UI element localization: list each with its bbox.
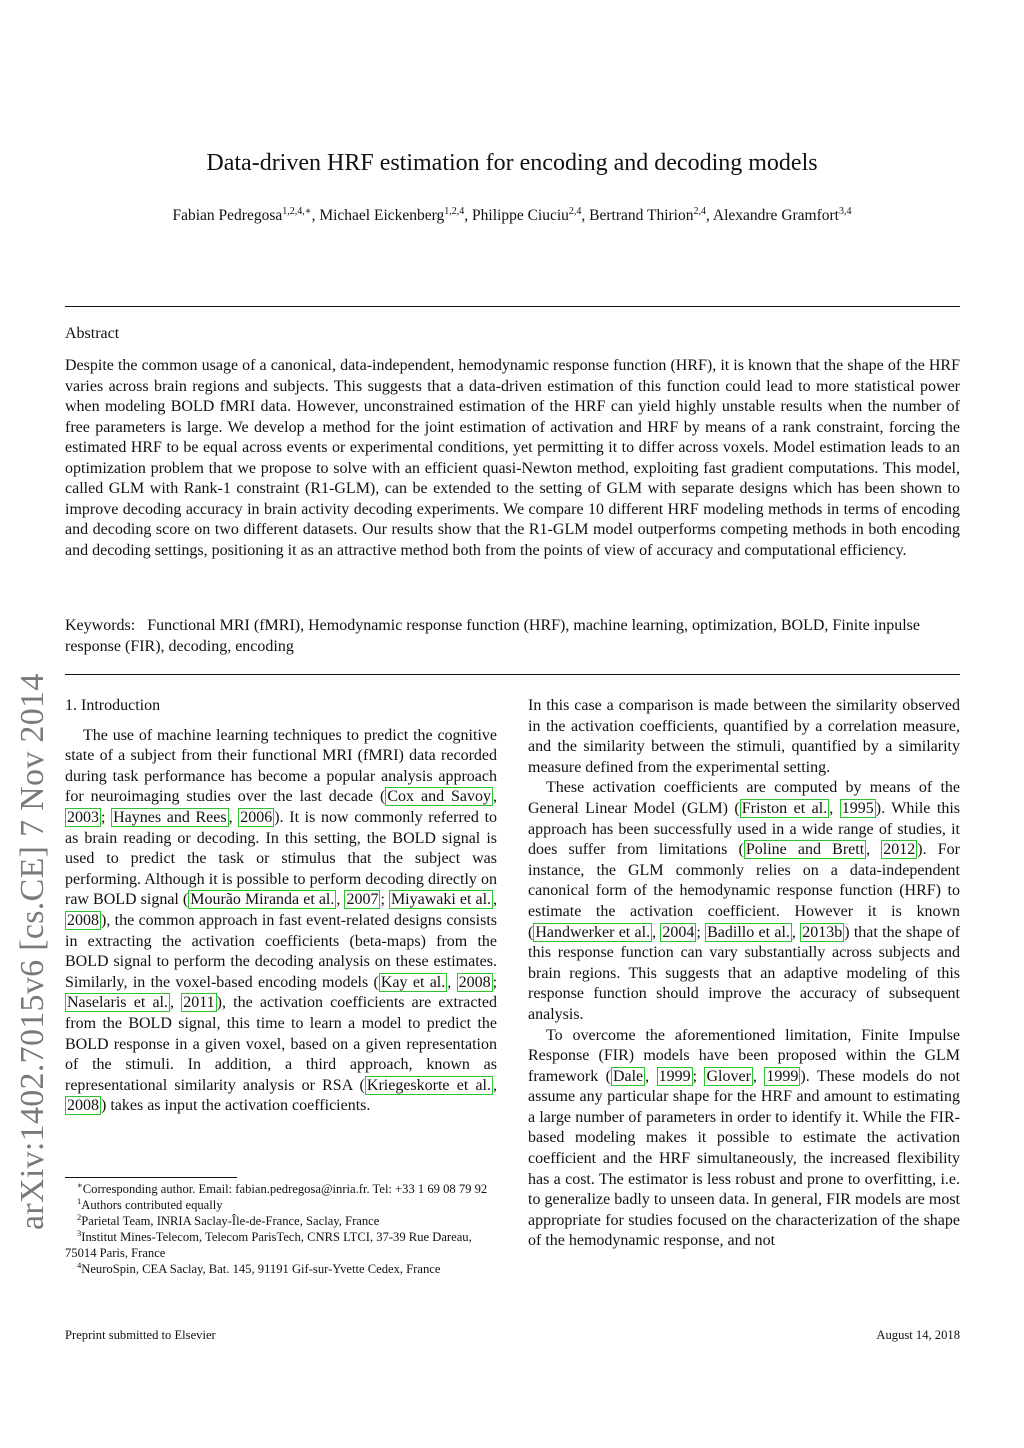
author-affiliation: 1,2,4	[444, 205, 465, 217]
author: Philippe Ciuciu$^{2,4}$	[472, 205, 582, 224]
section-heading-introduction: 1. Introduction	[65, 697, 161, 714]
author: Bertrand Thirion$^{2,4}$	[589, 205, 706, 224]
footnote	[65, 1181, 497, 1197]
footnote-mark: 1	[77, 1195, 82, 1206]
citation-link[interactable]: Badillo et al.	[707, 923, 790, 941]
citation-link[interactable]: 2006	[240, 808, 273, 826]
author-affiliation: 2,4	[693, 205, 706, 217]
footnote-text: Corresponding author. Email: fabian.pedregosa@inria.fr. Tel: +33 1 69 08 79 92	[82, 1182, 488, 1196]
author-affiliation: 1,2,4,∗	[282, 205, 312, 217]
paper-title: Data-driven HRF estimation for encoding and decoding models	[206, 150, 818, 176]
author: Michael Eickenberg$^{1,2,4}$	[319, 205, 465, 224]
citation-link[interactable]: Miyawaki et al.	[390, 891, 492, 909]
footnote	[65, 1213, 497, 1229]
footnote	[65, 1197, 497, 1213]
citation-link[interactable]: Dale	[612, 1067, 644, 1085]
citation-link[interactable]: 1995	[841, 799, 874, 817]
citation-link[interactable]: 1999	[766, 1067, 799, 1085]
citation-link[interactable]: 1999	[658, 1067, 691, 1085]
citation-link[interactable]: Glover	[706, 1067, 751, 1085]
footnote	[65, 1229, 497, 1261]
footnote-mark: ∗	[77, 1179, 83, 1190]
author-affiliation: 2,4	[568, 205, 582, 217]
right-column	[528, 696, 960, 1252]
footnote-text: Institut Mines-Telecom, Telecom ParisTech, CNRS LTCI, 37-39 Rue Dareau, 75014 Paris, France	[65, 1230, 472, 1260]
citation-link[interactable]: Kriegeskorte et al.	[366, 1076, 491, 1094]
left-column	[65, 696, 497, 1117]
citation-link[interactable]: 2008	[67, 1097, 99, 1115]
body-paragraph: In this case a comparison is made between the similarity observed in the activation coefficients, quantified by a correlation measure, and the similarity between the stimuli, quantified by a similarity measure defined from the experimental setting.	[528, 697, 960, 776]
citation-link[interactable]: 2011	[183, 994, 215, 1012]
footnote-mark: 3	[77, 1227, 82, 1238]
footnote-mark: 4	[77, 1259, 82, 1270]
author: Fabian Pedregosa$^{1,2,4,∗}$	[172, 205, 312, 224]
footer-date: August 14, 2018	[876, 1328, 960, 1342]
citation-link[interactable]: 2007	[346, 891, 379, 909]
author: Alexandre Gramfort$^{3,4}$	[712, 205, 852, 224]
footnote-mark: 2	[77, 1211, 82, 1222]
footnotes	[65, 1181, 497, 1277]
keywords-list: Functional MRI (fMRI), Hemodynamic response function (HRF), machine learning, optimization, BOLD, Finite inpulse response (FIR), decoding, encoding	[65, 617, 920, 655]
abstract-bottom-rule	[65, 674, 960, 675]
footnote	[65, 1261, 497, 1277]
abstract-top-rule	[65, 306, 960, 307]
author-list: Fabian Pedregosa$^{1,2,4,∗}$, Michael Eickenberg$^{1,2,4}$, Philippe Ciuciu$^{2,4}$, Bertrand Thirion$^{2,4}$, Alexandre Gramfort$^{3,4}$	[172, 205, 852, 224]
body-paragraph: These activation coefficients are computed by means of the General Linear Model (GLM) ( Friston et al. , 1995 ). While this approach has been successfully used in a wide range of studies, it does suffer from limitations ( Poline and Brett , 2012 ). For instance, the GLM commonly relies on a data-independent canonical form of the hemodynamic response function (HRF) to estimate the activation coefficient. However it is known ( Handwerker et al. , 2004 ; Badillo et al. , 2013b ) that the shape of this response function can vary substantially across subjects and brain regions. This suggests that an adaptive modeling of this response function should improve the accuracy of subsequent analysis.	[528, 779, 961, 1023]
footer-preprint-note: Preprint submitted to Elsevier	[65, 1328, 216, 1342]
abstract-heading: Abstract	[65, 325, 120, 342]
footnote-text: Parietal Team, INRIA Saclay-Île-de-France, Saclay, France	[81, 1214, 380, 1228]
citation-link[interactable]: Mourão Miranda et al.	[190, 891, 335, 909]
citation-link[interactable]: Naselaris et al.	[67, 994, 169, 1012]
body-paragraph: The use of machine learning techniques to predict the cognitive state of a subject from their functional MRI (fMRI) data recorded during task performance has become a popular analysis approach for neuroimaging studies over the last decade ( Cox and Savoy , 2003 ; Haynes and Rees , 2006 ). It is now commonly referred to as brain reading or decoding. In this setting, the BOLD signal is used to predict the task or stimulus that the subject was performing. Although it is possible to perform decoding directly on raw BOLD signal ( Mourão Miranda et al. , 2007 ; Miyawaki et al. , 2008 ), the common approach in fast event-related designs consists in extracting the activation coefficients (beta-maps) from the BOLD signal to perform the decoding analysis on these estimates. Similarly, in the voxel-based encoding models ( Kay et al. , 2008 ; Naselaris et al. , 2011 ), the activation coefficients are extracted from the BOLD signal, this time to learn a model to predict the BOLD response in a given voxel, based on a given representation of the stimuli. In addition, a third approach, known as representational similarity analysis or RSA ( Kriegeskorte et al. , 2008 ) takes as input the activation coefficients.	[65, 726, 498, 1115]
citation-link[interactable]: Haynes and Rees	[113, 808, 227, 826]
footnote-rule	[65, 1177, 237, 1178]
author-affiliation: 3,4	[839, 205, 852, 217]
citation-link[interactable]: Kay et al.	[380, 973, 446, 991]
citation-link[interactable]: 2008	[67, 911, 99, 929]
keywords	[65, 616, 960, 657]
citation-link[interactable]: 2008	[458, 973, 491, 991]
footnote-text: Authors contributed equally	[81, 1198, 223, 1212]
citation-link[interactable]: Friston et al.	[741, 799, 828, 817]
arxiv-stamp: arXiv:1402.7015v6 [cs.CE] 7 Nov 2014	[14, 673, 51, 1230]
citation-link[interactable]: Handwerker et al.	[535, 923, 651, 941]
footnote-text: NeuroSpin, CEA Saclay, Bat. 145, 91191 Gif-sur-Yvette Cedex, France	[81, 1262, 441, 1276]
citation-link[interactable]: Cox and Savoy	[387, 788, 491, 806]
keywords-label: Keywords:	[65, 617, 136, 634]
citation-link[interactable]: 2003	[67, 808, 99, 826]
body-paragraph: To overcome the aforementioned limitation, Finite Impulse Response (FIR) models have been proposed within the GLM framework ( Dale , 1999 ; Glover , 1999 ). These models do not assume any particular shape for the HRF and amount to estimating a large number of parameters in order to identify it. While the FIR-based modeling makes it possible to estimate the activation coefficient and the HRF simultaneously, the increased flexibility has a cost. The estimator is less robust and prone to overfitting, i.e. to generalize badly to unseen data. In general, FIR models are most appropriate for studies focused on the characterization of the shape of the hemodynamic response, and not	[528, 1026, 961, 1250]
citation-link[interactable]: 2013b	[802, 923, 843, 941]
citation-link[interactable]: Poline and Brett	[745, 841, 865, 859]
citation-link[interactable]: 2004	[662, 923, 695, 941]
citation-link[interactable]: 2012	[883, 841, 916, 859]
abstract-text: Despite the common usage of a canonical, data-independent, hemodynamic response function (HRF), it is known that the shape of the HRF varies across brain regions and subjects. This suggests that a data-driven estimation of this function could lead to more statistical power when modeling BOLD fMRI data. However, unconstrained estimation of the HRF can yield highly unstable results when the number of free parameters is large. We develop a method for the joint estimation of activation and HRF by means of a rank constraint, forcing the estimated HRF to be equal across events or experimental conditions, yet permitting it to differ across voxels. Model estimation leads to an optimization problem that we propose to solve with an efficient quasi-Newton method, exploiting fast gradient computations. This model, called GLM with Rank-1 constraint (R1-GLM), can be extended to the setting of GLM with separate designs which has been shown to improve decoding accuracy in brain activity decoding experiments. We compare 10 different HRF modeling methods in terms of encoding and decoding score on two different datasets. Our results show that the R1-GLM model outperforms competing methods in both encoding and decoding settings, positioning it as an attractive method both from the points of view of accuracy and computational efficiency.	[65, 357, 960, 559]
